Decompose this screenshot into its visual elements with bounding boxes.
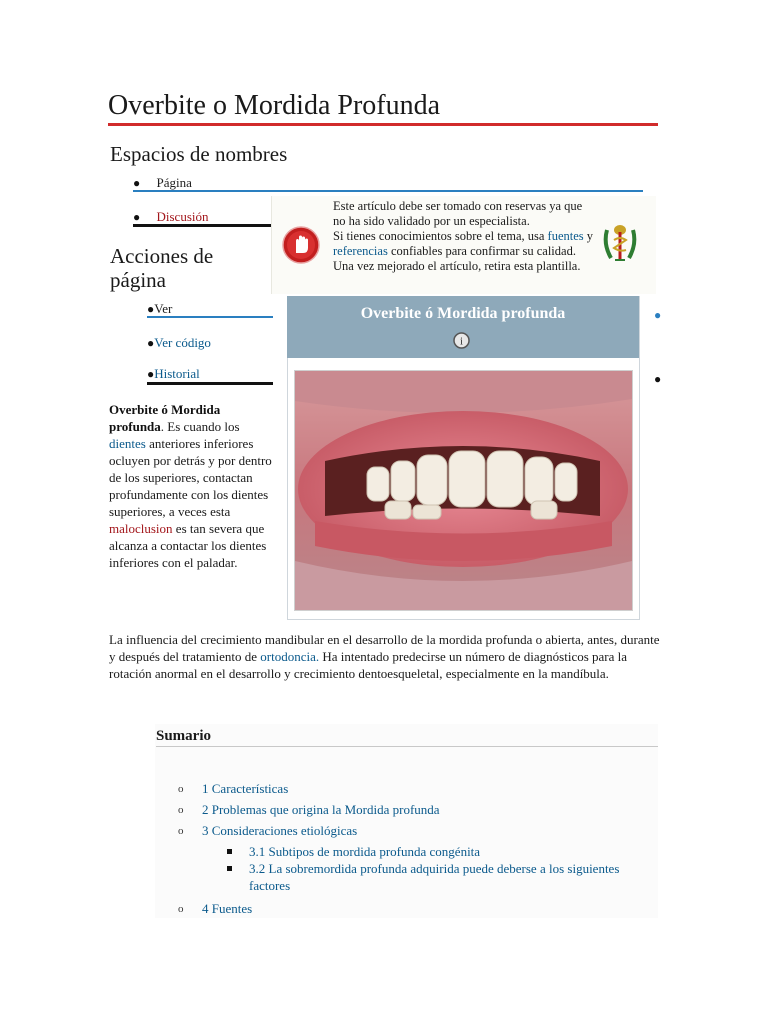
page-actions-heading: Acciones de página [110, 244, 214, 292]
notice-text [333, 199, 595, 274]
toc-item-etiology[interactable]: 3 Consideraciones etiológicas [202, 823, 358, 838]
toc-item-characteristics[interactable]: 1 Características [202, 781, 289, 796]
orthodontics-link[interactable]: ortodoncia. [260, 649, 320, 664]
svg-text:i: i [459, 335, 464, 348]
lead-bold-term: Overbite ó Mordida profunda [109, 402, 221, 434]
bullet-icon: ● [147, 336, 155, 350]
namespace-underline-active [133, 190, 643, 192]
bullet-icon: ● [654, 308, 662, 322]
title-divider [108, 123, 658, 126]
malocclusion-link[interactable]: maloclusion [109, 521, 173, 536]
action-underline-active [147, 316, 273, 318]
infobox-title: Overbite ó Mordida profunda [360, 305, 566, 322]
namespace-item-page[interactable] [133, 175, 192, 191]
toc-square-bullet [227, 849, 232, 854]
toc-title: Sumario [156, 728, 212, 744]
toc-subitem-acquired[interactable]: 3.2 La sobremordida profunda adquirida puede deberse a los siguientes factores [249, 861, 620, 893]
notice-line1: Este artículo debe ser tomado con reservas ya que no ha sido validado por un especialista. [333, 199, 583, 228]
notice-references-link[interactable]: referencias [333, 244, 388, 258]
lead-text: anteriores inferiores ocluyen por detrás y por dentro de los superiores, contactan profundamente con los dientes superiores, a veces esta [109, 436, 272, 519]
lead-paragraph [109, 401, 272, 571]
toc-item-problems[interactable]: 2 Problemas que origina la Mordida profunda [202, 802, 440, 817]
lead-text: es tan severa que alcanza a contactar los dientes inferiores con el paladar. [109, 521, 267, 570]
stop-hand-icon [282, 226, 320, 264]
namespace-item-discussion[interactable] [133, 209, 209, 225]
toc-bullet: o [178, 825, 184, 837]
notice-line2-post: confiables para confirmar su calidad. Una vez mejorado el artículo, retira esta plantilla. [333, 244, 581, 273]
notice-and: y [583, 229, 594, 243]
toc-bullet: o [178, 903, 184, 915]
action-history[interactable] [147, 366, 200, 382]
toc-subitem-congenital[interactable]: 3.1 Subtipos de mordida profunda congénita [249, 844, 481, 859]
teeth-photo [294, 370, 633, 611]
influence-text: La influencia del crecimiento mandibular en el desarrollo de la mordida profunda o abierta, antes, durante y después del tratamiento de [109, 632, 660, 664]
action-history-label[interactable]: Historial [154, 366, 200, 381]
action-view-source[interactable] [147, 335, 211, 351]
namespace-discussion-label[interactable]: Discusión [156, 209, 209, 224]
toc-item-sources[interactable]: 4 Fuentes [202, 901, 253, 916]
lead-text: . Es cuando los [160, 419, 240, 434]
bullet-icon: ● [147, 302, 155, 316]
notice-sources-link[interactable]: fuentes [547, 229, 584, 243]
toc-square-bullet [227, 866, 232, 871]
namespaces-heading: Espacios de nombres [110, 142, 288, 166]
notice-line2-pre: Si tienes conocimientos sobre el tema, usa [333, 229, 548, 243]
namespace-page-label[interactable]: Página [156, 175, 192, 190]
bullet-icon: ● [133, 210, 141, 224]
bullet-icon: ● [133, 176, 141, 190]
bullet-icon: ● [147, 367, 155, 381]
toc-divider [156, 746, 658, 747]
influence-paragraph [109, 631, 661, 682]
bullet-icon: ● [654, 372, 662, 386]
toc-bullet: o [178, 804, 184, 816]
action-view-source-label[interactable]: Ver código [154, 335, 211, 350]
action-view-label[interactable]: Ver [154, 301, 173, 316]
teeth-link[interactable]: dientes [109, 436, 146, 451]
action-view[interactable] [147, 301, 172, 317]
namespace-underline [133, 224, 273, 227]
medical-crest-icon [601, 220, 639, 266]
page-title: Overbite o Mordida Profunda [108, 90, 441, 121]
action-underline [147, 382, 273, 385]
info-badge-icon[interactable] [453, 332, 470, 349]
toc-bullet: o [178, 783, 184, 795]
influence-text: Ha intentado predecirse un número de diagnósticos para la rotación anormal en el desarrollo y crecimiento dentoesqueletal, especialmente en la mandíbula. [109, 649, 628, 681]
